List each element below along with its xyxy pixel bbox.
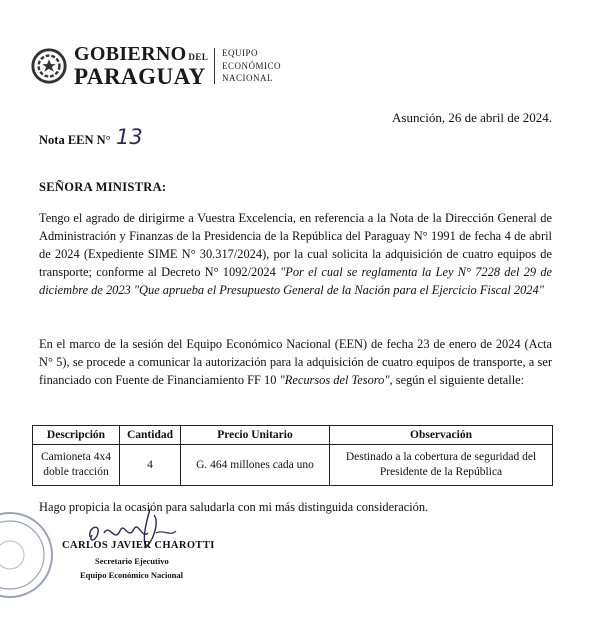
signer-organization: Equipo Económico Nacional — [80, 570, 183, 580]
signer-title: Secretario Ejecutivo — [95, 556, 169, 566]
cell-observacion: Destinado a la cobertura de seguridad del Presidente de la República — [330, 445, 553, 486]
signer-name: CARLOS JAVIER CHAROTTI — [62, 540, 215, 551]
government-title: GOBIERNO DEL PARAGUAY — [74, 43, 209, 89]
body-paragraph-1: Tengo el agrado de dirigirme a Vuestra Excelencia, en referencia a la Nota de la Dirección General de Administración y Finanzas de la Presidencia de la República del Paraguay N° 1991 de fecha 4 de abril de 2024 (Expediente SIME N° 30.317/2024), por la cual solicita la adquisición de cuatro equipos de transporte; conforme al Decreto N° 1092/2024 "Por el cual se reglamenta la Ley N° 7228 del 29 de diciembre de 2023 "Que aprueba el Presupuesto General de la Nación para el Ejercicio Fiscal 2024" — [39, 211, 553, 297]
detail-table — [32, 425, 553, 486]
government-seal-icon — [30, 47, 68, 85]
document-date: Asunción, 26 de abril de 2024. — [392, 110, 552, 125]
official-stamp-icon — [0, 505, 62, 605]
header-cantidad: Cantidad — [120, 426, 181, 445]
issuing-unit: EQUIPO ECONÓMICO NACIONAL — [222, 48, 282, 83]
cell-descripcion: Camioneta 4x4 doble tracción — [33, 445, 120, 486]
salutation: SEÑORA MINISTRA: — [39, 180, 167, 194]
header-observacion: Observación — [330, 426, 553, 445]
note-reference-label: Nota EEN N° — [39, 133, 111, 147]
letterhead-divider — [214, 48, 215, 84]
closing-line: Hago propicia la ocasión para saludarla con mi más distinguida consideración. — [39, 500, 429, 514]
cell-cantidad: 4 — [120, 445, 181, 486]
body-paragraph-2: En el marco de la sesión del Equipo Económico Nacional (EEN) de fecha 23 de enero de 2024 (Acta N° 5), se procede a comunicar la autorización para la adquisición de cuatro equipos de transporte, a ser financiado con Fuente de Financiamiento FF 10 "Recursos del Tesoro", según el siguiente detalle: — [39, 337, 552, 387]
table-header-row — [33, 426, 553, 445]
header-precio: Precio Unitario — [181, 426, 330, 445]
note-reference-number: 13 — [116, 125, 143, 149]
header-descripcion: Descripción — [33, 426, 120, 445]
cell-precio: G. 464 millones cada uno — [181, 445, 330, 486]
table-row — [33, 445, 553, 486]
